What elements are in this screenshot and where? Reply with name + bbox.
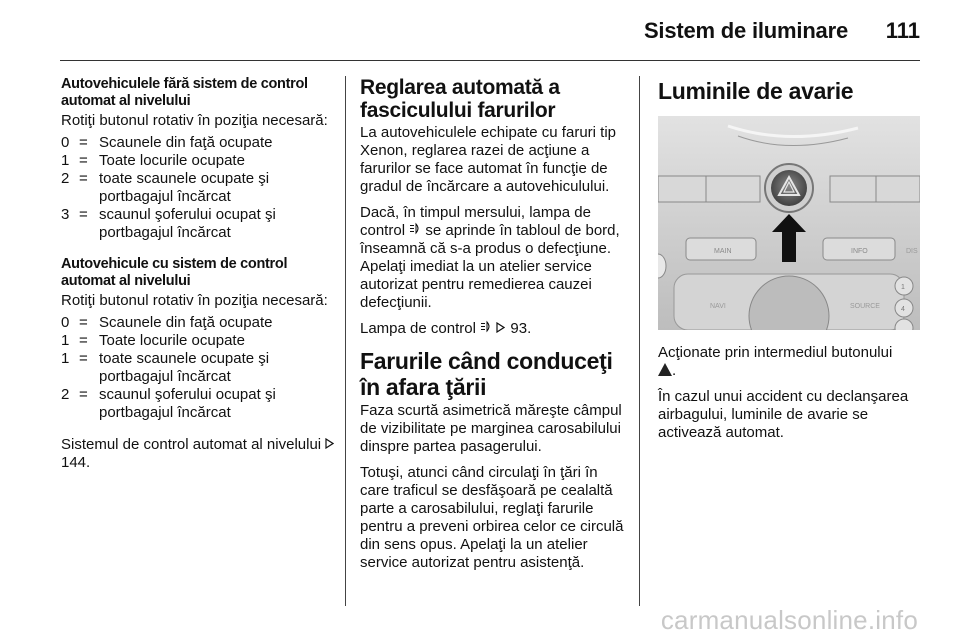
list-item: 3 = scaunul şoferului ocupat şi portbagajul încărcat [61,206,276,241]
list-item: 1 = toate scaunele ocupate şi portbagajul încărcat [61,350,270,385]
column-3 [658,76,920,450]
hazard-button-photo [658,116,920,330]
header-rule [60,60,920,61]
page-number: 111 [885,18,920,43]
hazard-button-text: Acţionate prin intermediul butonului . [658,344,893,379]
level-control-reference: Sistemul de control automat al nivelului 144. [61,436,336,472]
intro-text-1: Rotiţi butonul rotativ în poziţia necesară: [61,112,328,129]
page-reference-icon [496,320,506,338]
watermark: carmanualsonline.info [660,605,918,635]
list-item: 1 = Toate locurile ocupate [61,152,245,169]
svg-text:NAVI: NAVI [710,303,726,310]
page-title: Sistem de iluminare [643,18,848,43]
list-item: 0 = Scaunele din faţă ocupate [61,314,273,331]
list-item: 2 = toate scaunele ocupate şi portbagajul încărcat [61,170,270,205]
control-lamp-text: Dacă, în timpul mersului, lampa de control se aprinde în tabloul de bord, înseamnă că s-a produs o defecţiune. Apelaţi imediat la un atelier service autorizat pentru remedierea cauzei defecţiunii. [360,204,620,311]
position-list-2 [61,314,336,422]
section-heading-no-level-control: Autovehiculele fără sistem de control automat al nivelului [61,76,308,109]
auto-leveling-text: La autovehiculele echipate cu faruri tip Xenon, reglarea razei de acţiune a farurilor se face automat în funcţie de gradul de încărcare a autovehiculului. [360,124,616,195]
hazard-triangle-icon [658,363,672,376]
page-reference-link[interactable]: 93. [510,320,532,337]
section-heading-with-level-control: Autovehicule cu sistem de control automat al nivelului [61,256,288,289]
section-heading-auto-leveling: Reglarea automată a fasciculului farurilor [360,76,560,122]
column-separator-2 [639,76,640,606]
page-reference-icon [325,436,335,454]
list-item: 1 = Toate locurile ocupate [61,332,245,349]
svg-text:MAIN: MAIN [714,248,732,255]
list-item: 2 = scaunul şoferului ocupat şi portbagajul încărcat [61,386,276,421]
headlight-warning-icon [480,320,492,338]
page-reference-link[interactable]: 144. [61,454,91,471]
svg-text:1: 1 [901,284,905,291]
list-item: 0 = Scaunele din faţă ocupate [61,134,273,151]
intro-text-2: Rotiţi butonul rotativ în poziţia necesară: [61,292,328,309]
column-1 [61,76,336,472]
svg-text:DIS: DIS [906,248,918,255]
driving-abroad-text-2: Totuşi, atunci când circulaţi în ţări în care traficul se desfăşoară pe cealaltă parte a carosabilului, reglaţi farurile pentru a preveni orbirea celor ce circulă din sens opus. Apelaţi la un atelier service autorizat pentru asistenţă. [360,464,624,571]
page-header [0,0,960,62]
headlight-warning-icon [409,222,421,240]
control-lamp-reference: Lampa de control 93. [360,320,532,337]
svg-text:INFO: INFO [851,248,868,255]
column-separator-1 [345,76,346,606]
section-heading-hazard-lights: Luminile de avarie [658,78,854,104]
svg-text:4: 4 [901,306,905,313]
svg-text:SOURCE: SOURCE [850,303,880,310]
driving-abroad-text-1: Faza scurtă asimetrică măreşte câmpul de vizibilitate pe marginea carosabilului dinspre partea pasagerului. [360,402,622,455]
position-list-1 [61,134,336,242]
hazard-airbag-text: În cazul unui accident cu declanşarea airbagului, luminile de avarie se activează automat. [658,388,909,441]
column-2 [360,76,626,580]
section-heading-driving-abroad: Farurile când conduceţi în afara ţării [360,348,613,400]
